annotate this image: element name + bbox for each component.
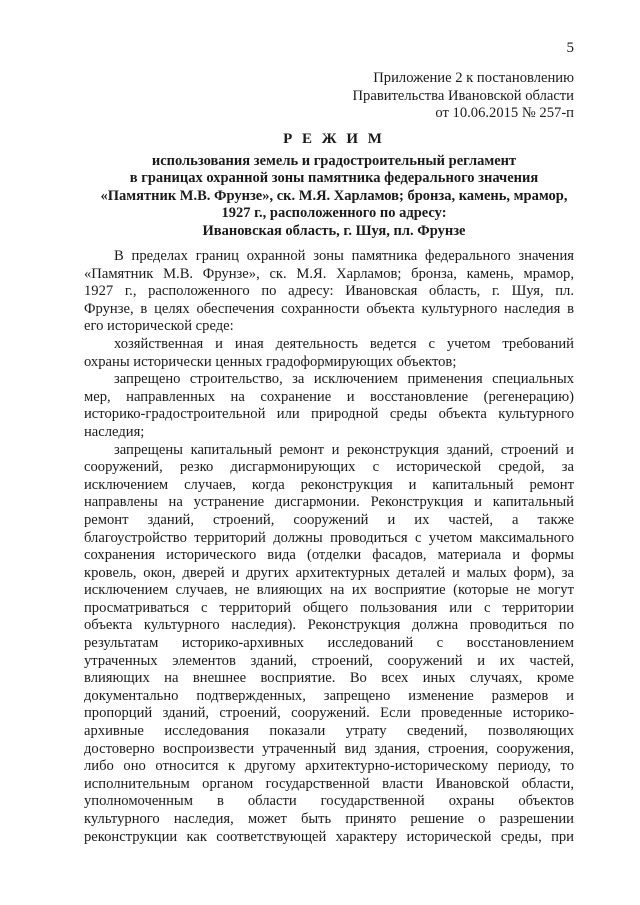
body-line: 1927 г., расположенного по адресу: Ивановская область, г. Шуя, пл. [84, 283, 574, 300]
body-line: исключением случаев, когда реконструкция и капитальный ремонт [84, 476, 574, 493]
body-line: историко-градостроительной или природной среды объекта культурного [84, 406, 574, 423]
appendix-line: Приложение 2 к постановлению [373, 70, 574, 86]
body-line: уполномоченным в области государственной охраны объектов [84, 793, 574, 810]
body-line: просматриваться с территорий общего пользования или с территории [84, 599, 574, 616]
document-title [84, 131, 584, 241]
title-line: использования земель и градостроительный регламент [151, 152, 517, 169]
body-line: исключением случаев, не влияющих на их восприятие (которые не могут [84, 582, 574, 599]
body-line: результатам историко-архивных исследований с восстановлением [84, 635, 574, 652]
body-line: запрещено строительство, за исключением применения специальных [114, 371, 574, 388]
appendix-reference [353, 70, 574, 123]
title-line: «Памятник М.В. Фрунзе», ск. М.Я. Харламов; бронза, камень, мрамор, [100, 187, 568, 204]
body-line: мер, направленных на сохранение и восстановление (регенерацию) [84, 388, 574, 405]
body-line: запрещены капитальный ремонт и реконструкция зданий, строений и [114, 441, 574, 458]
body-line: достоверно воспроизвести утраченный вид здания, строения, сооружения, [84, 740, 574, 757]
body-line: «Памятник М.В. Фрунзе», ск. М.Я. Харламов; бронза, камень, мрамор, [84, 265, 574, 282]
body-line: охраны исторически ценных градоформирующих объектов; [84, 353, 457, 370]
page-number: 5 [566, 40, 574, 56]
body-line: архивные исследования показали утрату сведений, позволяющих [84, 723, 574, 740]
body-line: объекта культурного наследия). Реконструкция должна проводиться по [84, 617, 574, 634]
body-line: хозяйственная и иная деятельность ведется с учетом требований [114, 335, 574, 352]
appendix-line: Правительства Ивановской области [352, 87, 574, 104]
body-line: пропорций зданий, строений, сооружений. Если проведенные историко- [84, 705, 574, 722]
body-line: сооружений, резко дисгармонирующих с исторической средой, за [84, 459, 574, 476]
body-line: сохранения исторического вида (отделки фасадов, материала и формы [84, 547, 574, 564]
body-line: документально подтвержденных, запрещено изменение размеров и [84, 687, 574, 704]
body-line: ремонт зданий, строений, сооружений и их частей, а также [84, 511, 574, 528]
appendix-line: от 10.06.2015 № 257-п [435, 105, 574, 121]
title-line: Ивановская область, г. Шуя, пл. Фрунзе [202, 222, 466, 239]
body-line: культурного наследия, может быть принято решение о разрешении [84, 811, 574, 827]
body-line: реконструкции как соответствующей характеру исторической среды, при [84, 828, 574, 845]
title-line: 1927 г., расположенного по адресу: [221, 205, 447, 222]
body-line: наследия; [84, 423, 145, 440]
body-line: влияющих на внешнее восприятие. Во всех иных случаях, кроме [84, 670, 574, 687]
title-regime: Р Е Ж И М [283, 131, 385, 147]
body-line: В пределах границ охранной зоны памятника федерального значения [114, 248, 574, 264]
title-line: в границах охранной зоны памятника федерального значения [129, 170, 539, 187]
body-line: его исторической среде: [84, 318, 234, 335]
body-text [84, 248, 574, 846]
body-line: благоустройство территорий должны проводиться с учетом максимального [84, 529, 574, 546]
body-line: направлены на устранение дисгармонии. Реконструкция и капитальный [84, 494, 574, 511]
body-line: либо оно относится к другому архитектурно-историческому периоду, то [84, 758, 574, 775]
body-line: Фрунзе, в целях обеспечения сохранности объекта культурного наследия в [84, 300, 574, 317]
body-line: исполнительным органом государственной власти Ивановской области, [84, 775, 574, 792]
body-line: кровель, окон, дверей и других архитектурных деталей и малых форм), за [84, 564, 574, 581]
body-line: утраченных элементов зданий, строений, сооружений и их частей, [84, 652, 574, 669]
